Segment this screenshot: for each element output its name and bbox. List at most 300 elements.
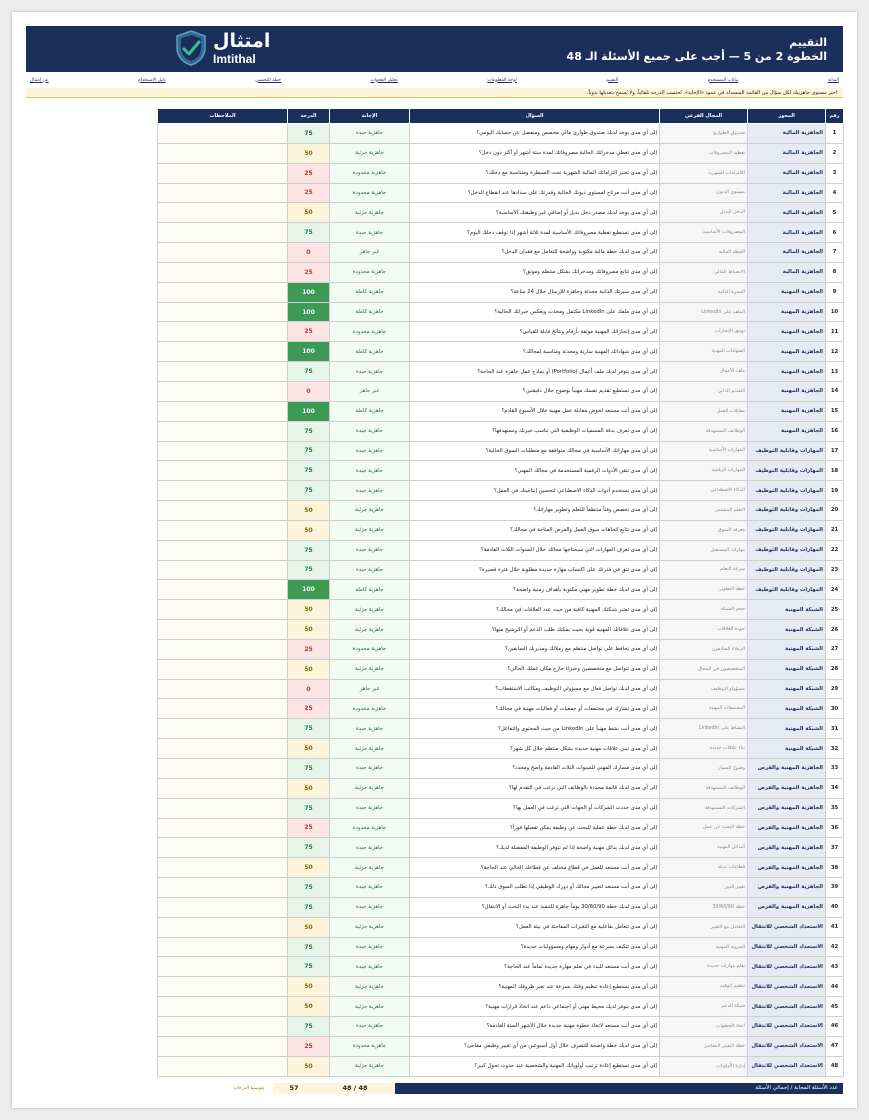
notes-cell[interactable] — [158, 520, 288, 540]
answer-dropdown[interactable]: جاهزية كاملة — [330, 302, 410, 322]
question-number: 47 — [826, 1036, 844, 1056]
axis-cell: الاستعداد الشخصي للانتقال — [748, 1036, 826, 1056]
score-cell: 50 — [288, 778, 330, 798]
score-cell: 25 — [288, 322, 330, 342]
notes-cell[interactable] — [158, 1056, 288, 1076]
table-row — [158, 659, 844, 679]
answer-dropdown[interactable]: جاهزية محدودة — [330, 818, 410, 838]
answer-dropdown[interactable]: جاهزية كاملة — [330, 282, 410, 302]
question-cell: إلى أي مدى ملفك على LinkedIn مكتمل ومحدث ويعكس خبراتك الحالية؟ — [410, 302, 660, 322]
score-cell: 100 — [288, 401, 330, 421]
notes-cell[interactable] — [158, 937, 288, 957]
page-title: التقييم — [789, 36, 827, 49]
notes-cell[interactable] — [158, 342, 288, 362]
notes-cell[interactable] — [158, 739, 288, 759]
subdomain-cell: الوظائف المستهدفة — [660, 778, 748, 798]
average-score-label: متوسط الدرجات — [233, 1086, 265, 1091]
answered-count-label: عدد الأسئلة المجابة / إجمالي الأسئلة — [395, 1083, 843, 1094]
axis-cell: الشبكة المهنية — [748, 639, 826, 659]
axis-cell: الجاهزية المالية — [748, 143, 826, 163]
axis-cell: الجاهزية المهنية والفرص — [748, 897, 826, 917]
notes-cell[interactable] — [158, 719, 288, 739]
subdomain-cell: الوظائف المستهدفة — [660, 421, 748, 441]
subdomain-cell: المرونة المهنية — [660, 937, 748, 957]
notes-cell[interactable] — [158, 818, 288, 838]
question-cell: إلى أي مدى لديك خطة مالية مكتوبة وواضحة للتعامل مع فقدان الدخل؟ — [410, 243, 660, 263]
question-cell: إلى أي مدى تتابع اتجاهات سوق العمل والفرص المتاحة في مجالك؟ — [410, 520, 660, 540]
score-cell: 50 — [288, 659, 330, 679]
notes-cell[interactable] — [158, 183, 288, 203]
answer-dropdown[interactable]: جاهزية جيدة — [330, 441, 410, 461]
header-banner — [26, 26, 843, 72]
tab-improvement-plan[interactable]: خطة التحسين — [255, 77, 282, 83]
table-row — [158, 243, 844, 263]
table-row — [158, 679, 844, 699]
notes-cell[interactable] — [158, 878, 288, 898]
answer-dropdown[interactable]: جاهزية جزئية — [330, 1056, 410, 1076]
notes-cell[interactable] — [158, 501, 288, 521]
table-row — [158, 401, 844, 421]
answer-dropdown[interactable]: جاهزية محدودة — [330, 699, 410, 719]
score-cell: 75 — [288, 223, 330, 243]
subdomain-cell: خطة التطوير — [660, 580, 748, 600]
question-number: 5 — [826, 203, 844, 223]
axis-cell: المهارات وقابلية التوظيف — [748, 520, 826, 540]
question-number: 21 — [826, 520, 844, 540]
notes-cell[interactable] — [158, 481, 288, 501]
axis-cell: الجاهزية المهنية والفرص — [748, 838, 826, 858]
question-cell: إلى أي مدى حددت الشركات أو الجهات التي ترغب في العمل بها؟ — [410, 798, 660, 818]
question-number: 39 — [826, 878, 844, 898]
notes-cell[interactable] — [158, 997, 288, 1017]
answer-dropdown[interactable]: جاهزية جزئية — [330, 858, 410, 878]
notes-cell[interactable] — [158, 838, 288, 858]
notes-cell[interactable] — [158, 461, 288, 481]
axis-cell: الاستعداد الشخصي للانتقال — [748, 1056, 826, 1076]
question-number: 22 — [826, 540, 844, 560]
score-cell: 50 — [288, 501, 330, 521]
table-row — [158, 421, 844, 441]
tab-user-guide[interactable]: دليل الاستخدام — [137, 77, 166, 83]
answer-dropdown[interactable]: جاهزية جيدة — [330, 719, 410, 739]
score-cell: 50 — [288, 203, 330, 223]
answer-dropdown[interactable]: جاهزية جيدة — [330, 461, 410, 481]
question-number: 48 — [826, 1056, 844, 1076]
axis-cell: الاستعداد الشخصي للانتقال — [748, 957, 826, 977]
notes-cell[interactable] — [158, 540, 288, 560]
axis-cell: الشبكة المهنية — [748, 719, 826, 739]
axis-cell: الجاهزية المالية — [748, 203, 826, 223]
subdomain-cell: مستوى الديون — [660, 183, 748, 203]
question-cell: إلى أي مدى أنت مستعد للبدء في تعلم مهارة جديدة تماماً عند الحاجة؟ — [410, 957, 660, 977]
notes-cell[interactable] — [158, 421, 288, 441]
notes-cell[interactable] — [158, 858, 288, 878]
table-row — [158, 143, 844, 163]
subdomain-cell: المهارات الرقمية — [660, 461, 748, 481]
answer-dropdown[interactable]: جاهزية جيدة — [330, 838, 410, 858]
tab-gap-analysis[interactable]: تحليل الفجوات — [370, 77, 398, 83]
column-header: السؤال — [410, 109, 660, 124]
question-cell: إلى أي مدى تستطيع تغطية مصروفاتك الأساسية لمدة ثلاثة أشهر إذا توقف دخلك اليوم؟ — [410, 223, 660, 243]
answer-dropdown[interactable]: جاهزية جيدة — [330, 937, 410, 957]
answer-dropdown[interactable]: جاهزية محدودة — [330, 639, 410, 659]
table-row — [158, 620, 844, 640]
notes-cell[interactable] — [158, 977, 288, 997]
question-cell: إلى أي مدى لديك قائمة محددة بالوظائف التي ترغب في التقدم لها؟ — [410, 778, 660, 798]
question-number: 27 — [826, 639, 844, 659]
question-number: 40 — [826, 897, 844, 917]
question-cell: إلى أي مدى تشارك في مجتمعات أو جمعيات أو فعاليات مهنية في مجالك؟ — [410, 699, 660, 719]
axis-cell: الجاهزية المهنية — [748, 362, 826, 382]
table-row — [158, 282, 844, 302]
answer-dropdown[interactable]: جاهزية جيدة — [330, 878, 410, 898]
notes-cell[interactable] — [158, 262, 288, 282]
sheet — [12, 12, 857, 1108]
answer-dropdown[interactable]: جاهزية كاملة — [330, 401, 410, 421]
subdomain-cell: مسؤولو التوظيف — [660, 679, 748, 699]
score-cell: 75 — [288, 719, 330, 739]
axis-cell: الجاهزية المهنية والفرص — [748, 778, 826, 798]
question-number: 1 — [826, 124, 844, 144]
axis-cell: الجاهزية المهنية — [748, 421, 826, 441]
table-row — [158, 1016, 844, 1036]
question-number: 45 — [826, 997, 844, 1017]
score-cell: 75 — [288, 878, 330, 898]
question-number: 28 — [826, 659, 844, 679]
answer-dropdown[interactable]: غير جاهز — [330, 679, 410, 699]
table-row — [158, 759, 844, 779]
subdomain-cell: المتخصصون في المجال — [660, 659, 748, 679]
axis-cell: الجاهزية المهنية والفرص — [748, 759, 826, 779]
question-cell: إلى أي مدى تستطيع إعادة تنظيم وقتك بسرعة عند تغير ظروفك المهنية؟ — [410, 977, 660, 997]
subdomain-cell: الشهادات المهنية — [660, 342, 748, 362]
score-cell: 75 — [288, 461, 330, 481]
score-cell: 50 — [288, 917, 330, 937]
table-row — [158, 798, 844, 818]
instructions-note: اختر مستوى جاهزيتك لكل سؤال من القائمة المنسدلة في عمود «الإجابة». تُحتسب الدرجة تلقائياً، ولا يُسمح بتعديلها يدوياً. — [26, 88, 843, 98]
notes-cell[interactable] — [158, 441, 288, 461]
score-cell: 100 — [288, 282, 330, 302]
notes-cell[interactable] — [158, 917, 288, 937]
score-cell: 75 — [288, 560, 330, 580]
axis-cell: الجاهزية المهنية والفرص — [748, 798, 826, 818]
question-number: 44 — [826, 977, 844, 997]
column-header: الملاحظات — [158, 109, 288, 124]
answer-dropdown[interactable]: جاهزية جزئية — [330, 501, 410, 521]
notes-cell[interactable] — [158, 282, 288, 302]
answer-dropdown[interactable]: جاهزية جزئية — [330, 203, 410, 223]
notes-cell[interactable] — [158, 203, 288, 223]
notes-cell[interactable] — [158, 798, 288, 818]
score-cell: 25 — [288, 163, 330, 183]
question-number: 20 — [826, 501, 844, 521]
subdomain-cell: الذكاء الاصطناعي — [660, 481, 748, 501]
tab-assessment[interactable]: التقييم — [606, 77, 619, 83]
question-cell: إلى أي مدى أنت مستعد لاتخاذ خطوة مهنية جديدة خلال الأشهر الستة القادمة؟ — [410, 1016, 660, 1036]
answered-count: 48 / 48 — [315, 1083, 395, 1094]
notes-cell[interactable] — [158, 401, 288, 421]
score-cell: 75 — [288, 1016, 330, 1036]
table-row — [158, 699, 844, 719]
score-cell: 50 — [288, 620, 330, 640]
subdomain-cell: المجتمعات المهنية — [660, 699, 748, 719]
table-row — [158, 600, 844, 620]
table-row — [158, 739, 844, 759]
question-number: 23 — [826, 560, 844, 580]
axis-cell: الجاهزية المهنية — [748, 401, 826, 421]
answer-dropdown[interactable]: جاهزية جزئية — [330, 659, 410, 679]
question-number: 7 — [826, 243, 844, 263]
notes-cell[interactable] — [158, 362, 288, 382]
answer-dropdown[interactable]: جاهزية جيدة — [330, 421, 410, 441]
question-cell: إلى أي مدى تخصص وقتاً منتظماً للتعلم وتطوير مهاراتك؟ — [410, 501, 660, 521]
logo-arabic-text: امتثال — [213, 30, 271, 52]
question-cell: إلى أي مدى مسارك المهني للسنوات الثلاث القادمة واضح ومحدد؟ — [410, 759, 660, 779]
axis-cell: الجاهزية المالية — [748, 183, 826, 203]
subdomain-cell: إدارة الأولويات — [660, 1056, 748, 1076]
notes-cell[interactable] — [158, 620, 288, 640]
table-row — [158, 322, 844, 342]
answer-dropdown[interactable]: جاهزية جيدة — [330, 481, 410, 501]
table-row — [158, 897, 844, 917]
notes-cell[interactable] — [158, 381, 288, 401]
notes-cell[interactable] — [158, 659, 288, 679]
table-row — [158, 838, 844, 858]
question-cell: إلى أي مدى تستطيع تقديم نفسك مهنياً بوضوح خلال دقيقتين؟ — [410, 381, 660, 401]
answer-dropdown[interactable]: جاهزية كاملة — [330, 580, 410, 600]
answer-dropdown[interactable]: جاهزية جزئية — [330, 917, 410, 937]
axis-cell: الشبكة المهنية — [748, 699, 826, 719]
answer-dropdown[interactable]: جاهزية كاملة — [330, 342, 410, 362]
notes-cell[interactable] — [158, 897, 288, 917]
question-cell: إلى أي مدى سيرتك الذاتية محدثة وجاهزة للإرسال خلال 24 ساعة؟ — [410, 282, 660, 302]
answer-dropdown[interactable]: جاهزية جزئية — [330, 778, 410, 798]
question-cell: إلى أي مدى تثق في قدرتك على اكتساب مهارة جديدة مطلوبة خلال فترة قصيرة؟ — [410, 560, 660, 580]
assessment-table — [157, 108, 844, 1077]
subdomain-cell: المهارات الأساسية — [660, 441, 748, 461]
notes-cell[interactable] — [158, 699, 288, 719]
question-number: 41 — [826, 917, 844, 937]
axis-cell: المهارات وقابلية التوظيف — [748, 580, 826, 600]
answer-dropdown[interactable]: جاهزية جيدة — [330, 759, 410, 779]
notes-cell[interactable] — [158, 223, 288, 243]
question-number: 43 — [826, 957, 844, 977]
answer-dropdown[interactable]: جاهزية محدودة — [330, 262, 410, 282]
axis-cell: الجاهزية المهنية — [748, 381, 826, 401]
answer-dropdown[interactable]: جاهزية جيدة — [330, 124, 410, 144]
score-cell: 50 — [288, 997, 330, 1017]
question-cell: إلى أي مدى لديك خطة تطوير مهني مكتوبة بأهداف زمنية واضحة؟ — [410, 580, 660, 600]
notes-cell[interactable] — [158, 1036, 288, 1056]
notes-cell[interactable] — [158, 778, 288, 798]
score-cell: 50 — [288, 1056, 330, 1076]
subdomain-cell: التقديم الذاتي — [660, 381, 748, 401]
answer-dropdown[interactable]: جاهزية جزئية — [330, 977, 410, 997]
column-header: رقم — [826, 109, 844, 124]
question-number: 36 — [826, 818, 844, 838]
axis-cell: المهارات وقابلية التوظيف — [748, 481, 826, 501]
table-row — [158, 1056, 844, 1076]
answer-dropdown[interactable]: جاهزية محدودة — [330, 1036, 410, 1056]
subdomain-cell: الملف على LinkedIn — [660, 302, 748, 322]
question-number: 3 — [826, 163, 844, 183]
question-number: 10 — [826, 302, 844, 322]
question-cell: إلى أي مدى يتوفر لديك ملف أعمال (Portfolio) أو نماذج عمل جاهزة عند الحاجة؟ — [410, 362, 660, 382]
subdomain-cell: تغطية المصروفات — [660, 143, 748, 163]
score-cell: 75 — [288, 798, 330, 818]
brand-logo — [171, 28, 271, 68]
table-row — [158, 540, 844, 560]
answer-dropdown[interactable]: جاهزية جيدة — [330, 957, 410, 977]
subdomain-cell: مهارات المستقبل — [660, 540, 748, 560]
axis-cell: الجاهزية المالية — [748, 223, 826, 243]
axis-cell: الجاهزية المهنية والفرص — [748, 818, 826, 838]
axis-cell: الجاهزية المالية — [748, 163, 826, 183]
table-row — [158, 362, 844, 382]
subdomain-cell: الزملاء السابقون — [660, 639, 748, 659]
subdomain-cell: شبكة الدعم — [660, 997, 748, 1017]
score-cell: 100 — [288, 580, 330, 600]
answer-dropdown[interactable]: جاهزية جزئية — [330, 739, 410, 759]
subdomain-cell: خطة التغيير المفاجئ — [660, 1036, 748, 1056]
tab-user-data[interactable]: بيانات المستخدم — [707, 77, 739, 83]
answer-dropdown[interactable]: جاهزية جيدة — [330, 540, 410, 560]
subdomain-cell: الدخل البديل — [660, 203, 748, 223]
question-cell: إلى أي مدى شهاداتك المهنية سارية ومحدثة ومناسبة لمجالك؟ — [410, 342, 660, 362]
axis-cell: الجاهزية المهنية — [748, 302, 826, 322]
question-number: 31 — [826, 719, 844, 739]
axis-cell: المهارات وقابلية التوظيف — [748, 461, 826, 481]
subdomain-cell: التعلم المستمر — [660, 501, 748, 521]
question-cell: إلى أي مدى أنت نشط مهنياً على LinkedIn من حيث المحتوى والتفاعل؟ — [410, 719, 660, 739]
question-cell: إلى أي مدى أنت مستعد لتغيير مجالك أو دورك الوظيفي إذا تطلب السوق ذلك؟ — [410, 878, 660, 898]
question-number: 35 — [826, 798, 844, 818]
question-cell: إلى أي مدى تحافظ على تواصل منتظم مع زملائك ومديريك السابقين؟ — [410, 639, 660, 659]
table-row — [158, 262, 844, 282]
question-cell: إلى أي مدى تعتبر شبكتك المهنية كافية من حيث عدد العلاقات في مجالك؟ — [410, 600, 660, 620]
answer-dropdown[interactable]: جاهزية جيدة — [330, 560, 410, 580]
table-row — [158, 639, 844, 659]
question-cell: إلى أي مدى لديك تواصل فعال مع مسؤولي التوظيف ومكاتب الاستقطاب؟ — [410, 679, 660, 699]
answer-dropdown[interactable]: جاهزية جزئية — [330, 143, 410, 163]
answer-dropdown[interactable]: جاهزية جيدة — [330, 362, 410, 382]
question-number: 18 — [826, 461, 844, 481]
notes-cell[interactable] — [158, 302, 288, 322]
question-number: 11 — [826, 322, 844, 342]
question-cell: إلى أي مدى تبني علاقات مهنية جديدة بشكل منتظم خلال كل شهر؟ — [410, 739, 660, 759]
answer-dropdown[interactable]: جاهزية جزئية — [330, 520, 410, 540]
question-number: 16 — [826, 421, 844, 441]
notes-cell[interactable] — [158, 143, 288, 163]
notes-cell[interactable] — [158, 759, 288, 779]
axis-cell: الجاهزية المهنية والفرص — [748, 858, 826, 878]
score-cell: 50 — [288, 600, 330, 620]
score-cell: 75 — [288, 957, 330, 977]
question-cell: إلى أي مدى تتقن الأدوات الرقمية المستخدمة في مجالك المهني؟ — [410, 461, 660, 481]
notes-cell[interactable] — [158, 957, 288, 977]
page-subtitle: الخطوة 2 من 5 — أجب على جميع الأسئلة الـ 48 — [566, 50, 827, 63]
question-number: 24 — [826, 580, 844, 600]
table-row — [158, 163, 844, 183]
question-number: 46 — [826, 1016, 844, 1036]
notes-cell[interactable] — [158, 322, 288, 342]
question-cell: إلى أي مدى لديك خطة واضحة للتصرف خلال أول أسبوعين من أي تغيير وظيفي مفاجئ؟ — [410, 1036, 660, 1056]
question-cell: إلى أي مدى تتابع مصروفاتك ومدخراتك بشكل منتظم وموثق؟ — [410, 262, 660, 282]
question-number: 38 — [826, 858, 844, 878]
score-cell: 25 — [288, 183, 330, 203]
notes-cell[interactable] — [158, 560, 288, 580]
question-cell: إلى أي مدى يوجد لديك صندوق طوارئ مالي مخصص ومنفصل عن حسابك اليومي؟ — [410, 124, 660, 144]
table-row — [158, 957, 844, 977]
score-cell: 0 — [288, 243, 330, 263]
notes-cell[interactable] — [158, 639, 288, 659]
question-cell: إلى أي مدى مهاراتك الأساسية في مجالك متوافقة مع متطلبات السوق الحالية؟ — [410, 441, 660, 461]
table-row — [158, 381, 844, 401]
axis-cell: المهارات وقابلية التوظيف — [748, 540, 826, 560]
column-header: الإجابة — [330, 109, 410, 124]
subdomain-cell: النشاط على LinkedIn — [660, 719, 748, 739]
notes-cell[interactable] — [158, 600, 288, 620]
question-cell: إلى أي مدى تعرف بدقة المسميات الوظيفية التي تناسب خبرتك وتستهدفها؟ — [410, 421, 660, 441]
question-cell: إلى أي مدى تتواصل مع متخصصين وخبراء خارج مكان عملك الحالي؟ — [410, 659, 660, 679]
table-row — [158, 580, 844, 600]
subdomain-cell: المصروفات الأساسية — [660, 223, 748, 243]
subdomain-cell: مقابلات العمل — [660, 401, 748, 421]
table-row — [158, 481, 844, 501]
answer-dropdown[interactable]: جاهزية محدودة — [330, 322, 410, 342]
question-number: 25 — [826, 600, 844, 620]
answer-dropdown[interactable]: جاهزية جزئية — [330, 997, 410, 1017]
subdomain-cell: سرعة التعلم — [660, 560, 748, 580]
axis-cell: الجاهزية المالية — [748, 262, 826, 282]
axis-cell: الجاهزية المهنية — [748, 322, 826, 342]
question-number: 8 — [826, 262, 844, 282]
answer-dropdown[interactable]: جاهزية محدودة — [330, 163, 410, 183]
answer-dropdown[interactable]: غير جاهز — [330, 381, 410, 401]
notes-cell[interactable] — [158, 1016, 288, 1036]
question-cell: إلى أي مدى علاقاتك المهنية قوية بحيث يمكنك طلب الدعم أو الترشيح منها؟ — [410, 620, 660, 640]
score-cell: 75 — [288, 937, 330, 957]
answer-dropdown[interactable]: جاهزية جيدة — [330, 798, 410, 818]
question-cell: إلى أي مدى أنت مستعد لخوض مقابلة عمل مهنية خلال الأسبوع القادم؟ — [410, 401, 660, 421]
notes-cell[interactable] — [158, 124, 288, 144]
tab-dashboard[interactable]: لوحة المعلومات — [487, 77, 517, 83]
answer-dropdown[interactable]: جاهزية جيدة — [330, 897, 410, 917]
average-score: 57 — [273, 1083, 315, 1094]
answer-dropdown[interactable]: جاهزية جزئية — [330, 620, 410, 640]
answer-dropdown[interactable]: جاهزية جيدة — [330, 1016, 410, 1036]
notes-cell[interactable] — [158, 163, 288, 183]
tab-about[interactable]: عن امتثال — [30, 77, 49, 83]
answer-dropdown[interactable]: جاهزية جيدة — [330, 223, 410, 243]
subdomain-cell: البدائل المهنية — [660, 838, 748, 858]
table-row — [158, 441, 844, 461]
notes-cell[interactable] — [158, 679, 288, 699]
axis-cell: المهارات وقابلية التوظيف — [748, 501, 826, 521]
answer-dropdown[interactable]: جاهزية جزئية — [330, 600, 410, 620]
score-cell: 50 — [288, 858, 330, 878]
tab-home[interactable]: البداية — [827, 77, 839, 83]
axis-cell: المهارات وقابلية التوظيف — [748, 441, 826, 461]
subdomain-cell: خطة 30/60/90 — [660, 897, 748, 917]
subdomain-cell: قطاعات بديلة — [660, 858, 748, 878]
subdomain-cell: خطة البحث عن عمل — [660, 818, 748, 838]
notes-cell[interactable] — [158, 243, 288, 263]
answer-dropdown[interactable]: جاهزية محدودة — [330, 183, 410, 203]
answer-dropdown[interactable]: غير جاهز — [330, 243, 410, 263]
question-cell: إلى أي مدى يتوفر لديك محيط مهني أو اجتماعي داعم عند اتخاذ قرارات مهنية؟ — [410, 997, 660, 1017]
notes-cell[interactable] — [158, 580, 288, 600]
